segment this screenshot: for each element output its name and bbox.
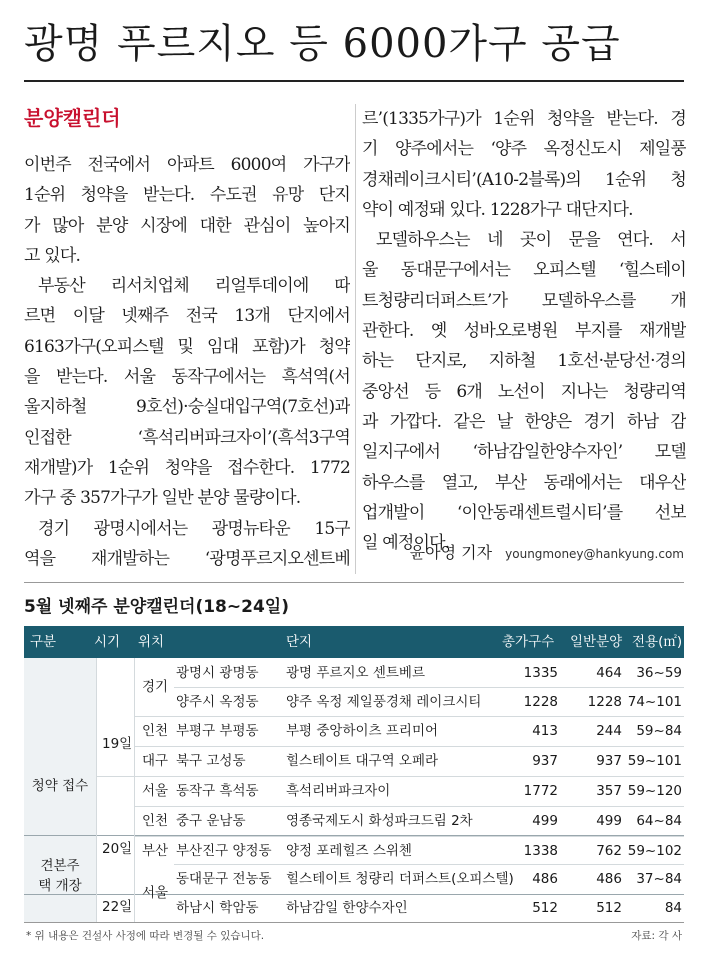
header-category: 구분 [30, 634, 57, 650]
article-line: 부동산 리서치업체 리얼투데이에 따 [38, 276, 350, 297]
size-cell: 59~101 [627, 753, 682, 769]
region-cell: 인천 [142, 813, 169, 829]
table-top-rule [24, 582, 684, 583]
table-title: 5월 넷째주 분양캘린더(18~24일) [24, 597, 289, 617]
article-line: 경기 광명시에서는 광명뉴타운 15구 [38, 518, 350, 539]
article-line: 르면 이달 넷째주 전국 13개 단지에서 [24, 306, 350, 327]
general-cell: 937 [596, 753, 622, 769]
district-cell: 중구 운남동 [176, 813, 246, 829]
complex-cell: 양정 포레힐즈 스위첸 [286, 843, 412, 859]
article-line: 하우스를 열고, 부산 동래에서는 대우산 [362, 472, 686, 493]
complex-cell: 흑석리버파크자이 [286, 783, 391, 799]
region-cell: 인천 [142, 723, 169, 739]
article-line: 울지하철 9호선)·숭실대입구역(7호선)과 [24, 397, 350, 418]
group-bg-subscription [24, 658, 96, 835]
size-cell: 84 [664, 900, 682, 916]
article-line: 인접한 ‘흑석리버파크자이’(흑석3구역 [24, 427, 350, 448]
header-date: 시기 [94, 634, 121, 650]
district-cell: 광명시 광명동 [176, 665, 259, 681]
table-bottom-rule [24, 922, 684, 923]
total-cell: 1335 [523, 665, 558, 681]
header-complex: 단지 [286, 634, 313, 650]
article-line: 일 예정이다. [362, 533, 450, 554]
headline: 광명 푸르지오 등 6000가구 공급 [24, 21, 621, 67]
region-cell: 서울 [142, 783, 169, 799]
article-line: 업개발이 ‘이안동래센트럴시티’를 선보 [362, 502, 686, 523]
group-label-model-house: 견본주택 개장 [38, 858, 82, 894]
table-header [24, 626, 684, 658]
article-line: 을 받는다. 서울 동작구에서는 흑석역(서 [24, 367, 350, 388]
table-body [24, 658, 684, 922]
article-line: 1순위 청약을 받는다. 수도권 유망 단지 [24, 185, 350, 206]
article-line: 모델하우스는 네 곳이 문을 연다. 서 [376, 230, 686, 251]
article-line: 재개발)가 1순위 청약을 접수한다. 1772 [24, 457, 350, 478]
col-divider [134, 658, 135, 922]
article-left-text [24, 150, 350, 574]
date-cell: 19일 [102, 736, 133, 752]
article-line: 역을 재개발하는 ‘광명푸르지오센트베 [24, 548, 350, 569]
row-divider [174, 687, 684, 688]
header-total: 총가구수 [502, 634, 555, 650]
size-cell: 74~101 [627, 694, 682, 710]
size-cell: 36~59 [636, 665, 682, 681]
district-cell: 부평구 부평동 [176, 723, 259, 739]
general-cell: 486 [596, 871, 622, 887]
article-line: 경채레이크시티’(A10-2블록)의 1순위 청 [362, 169, 686, 190]
source-note: 자료: 각 사 [631, 930, 682, 942]
total-cell: 1228 [523, 694, 558, 710]
date-cell: 20일 [102, 841, 133, 857]
column-divider [355, 104, 356, 574]
general-cell: 512 [596, 900, 622, 916]
article-line: 하는 단지로, 지하철 1호선·분당선·경의 [362, 351, 686, 372]
complex-cell: 힐스테이트 청량리 더퍼스트(오피스텔) [286, 871, 514, 887]
group-label-subscription: 청약 접수 [31, 778, 89, 794]
size-cell: 37~84 [636, 871, 682, 887]
complex-cell: 부평 중앙하이츠 프리미어 [286, 723, 439, 739]
header-location: 위치 [138, 634, 165, 650]
region-cell: 서울 [142, 885, 169, 901]
size-cell: 59~84 [636, 723, 682, 739]
general-cell: 499 [596, 813, 622, 829]
headline-rule [24, 80, 684, 82]
row-divider [174, 864, 684, 865]
region-cell: 대구 [142, 753, 169, 769]
header-size: 전용(㎡) [632, 634, 683, 650]
row-divider [134, 806, 684, 807]
article-right-column [362, 104, 686, 558]
article-left-column [24, 104, 350, 574]
district-cell: 하남시 학암동 [176, 900, 259, 916]
date-cell: 22일 [102, 899, 133, 915]
district-cell: 동대문구 전농동 [176, 871, 272, 887]
complex-cell: 광명 푸르지오 센트베르 [286, 665, 425, 681]
region-cell: 경기 [142, 679, 169, 695]
general-cell: 1228 [587, 694, 622, 710]
total-cell: 1338 [523, 843, 558, 859]
total-cell: 1772 [523, 783, 558, 799]
article-line: 일지구에서 ‘하남감일한양수자인’ 모델 [362, 442, 686, 463]
district-cell: 북구 고성동 [176, 753, 246, 769]
complex-cell: 하남감일 한양수자인 [286, 900, 408, 916]
col-divider [96, 658, 97, 922]
total-cell: 512 [532, 900, 558, 916]
size-cell: 59~102 [627, 843, 682, 859]
general-cell: 244 [596, 723, 622, 739]
article-line: 이번주 전국에서 아파트 6000여 가구가 [24, 155, 350, 175]
article-line: 르’(1335가구)가 1순위 청약을 받는다. 경 [362, 109, 686, 129]
article-line: 가구 중 357가구가 일반 분양 물량이다. [24, 488, 301, 509]
article-line: 고 있다. [24, 245, 81, 266]
footnote: * 위 내용은 건설사 사정에 따라 변경될 수 있습니다. [26, 930, 265, 942]
header-general: 일반분양 [570, 634, 623, 650]
size-cell: 59~120 [627, 783, 682, 799]
row-divider [134, 746, 684, 747]
article-line: 6163가구(오피스텔 및 임대 포함)가 청약 [24, 336, 350, 357]
article-line: 트청량리더퍼스트’가 모델하우스를 개 [362, 290, 686, 311]
complex-cell: 양주 옥정 제일풍경채 레이크시티 [286, 694, 482, 710]
region-cell: 부산 [142, 843, 169, 859]
article-line: 가 많아 분양 시장에 대한 관심이 높아지 [24, 215, 350, 236]
article-line: 울 동대문구에서는 오피스텔 ‘힐스테이 [362, 260, 686, 281]
article-line: 관한다. 옛 성바오로병원 부지를 재개발 [362, 321, 686, 342]
row-divider [134, 716, 684, 717]
district-cell: 양주시 옥정동 [176, 694, 259, 710]
total-cell: 937 [532, 753, 558, 769]
section-title: 분양캘린더 [24, 106, 121, 130]
article-line: 중앙선 등 6개 노선이 지나는 청량리역 [362, 381, 686, 402]
byline-email: youngmoney@hankyung.com [505, 547, 684, 561]
total-cell: 413 [532, 723, 558, 739]
article-line: 기 양주에서는 ‘양주 옥정신도시 제일풍 [362, 139, 686, 160]
complex-cell: 영종국제도시 화성파크드림 2차 [286, 813, 473, 829]
complex-cell: 힐스테이트 대구역 오페라 [286, 753, 439, 769]
total-cell: 499 [532, 813, 558, 829]
total-cell: 486 [532, 871, 558, 887]
size-cell: 64~84 [636, 813, 682, 829]
district-cell: 동작구 흑석동 [176, 783, 259, 799]
general-cell: 357 [596, 783, 622, 799]
district-cell: 부산진구 양정동 [176, 843, 272, 859]
byline [362, 540, 684, 566]
calendar-table [24, 626, 684, 922]
row-divider [134, 836, 684, 837]
general-cell: 762 [596, 843, 622, 859]
byline-name: 윤아영 기자 [409, 543, 493, 562]
general-cell: 464 [596, 665, 622, 681]
article-line: 약이 예정돼 있다. 1228가구 대단지다. [362, 199, 633, 220]
article-line: 과 가깝다. 같은 날 한양은 경기 하남 감 [362, 411, 686, 432]
row-divider [96, 776, 684, 777]
